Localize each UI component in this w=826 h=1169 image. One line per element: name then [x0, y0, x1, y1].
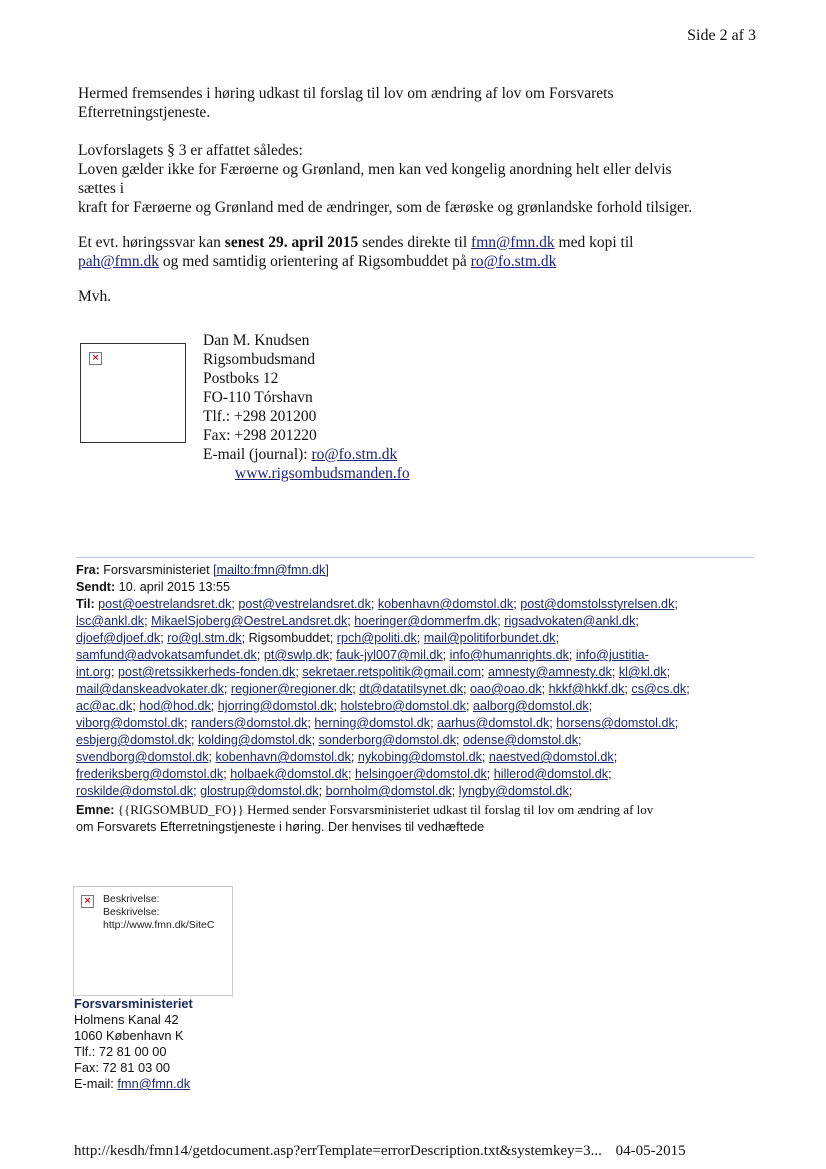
- signature-title: Rigsombudsmand: [203, 351, 315, 368]
- subject-line: Emne: {{RIGSOMBUD_FO}} Hermed sender Forsvarsministeriet udkast til forslag til lov om ændring af lov: [76, 802, 654, 817]
- recipient-email-link[interactable]: rpch@politi.dk: [336, 631, 417, 645]
- recipient-email-link[interactable]: sekretaer.retspolitik@gmail.com: [302, 665, 481, 679]
- recipient-email-link[interactable]: holbaek@domstol.dk: [230, 767, 348, 781]
- recipient-email-link[interactable]: post@retssikkerheds-fonden.dk: [118, 665, 296, 679]
- from-mailto-link[interactable]: [mailto:fmn@fmn.dk]: [213, 563, 329, 577]
- paragraph-line: kraft for Færøerne og Grønland med de ændringer, som de færøske og grønlandske forhold tilsiger.: [78, 199, 693, 216]
- recipients-line: frederiksberg@domstol.dk; holbaek@domstol.dk; helsingoer@domstol.dk; hillerod@domstol.dk;: [76, 767, 612, 781]
- ministry-name: Forsvarsministeriet: [74, 996, 193, 1011]
- logo-image-placeholder: [73, 886, 233, 997]
- recipients-line: roskilde@domstol.dk; glostrup@domstol.dk; bornholm@domstol.dk; lyngby@domstol.dk;: [76, 784, 573, 798]
- recipient-email-link[interactable]: nykobing@domstol.dk: [357, 750, 482, 764]
- signature-block: [203, 331, 410, 483]
- ministry-signature: [74, 995, 232, 1092]
- recipient-email-link[interactable]: horsens@domstol.dk: [556, 716, 675, 730]
- recipients-line: lsc@ankl.dk; MikaelSjoberg@OestreLandsret.dk; hoeringer@dommerfm.dk; rigsadvokaten@ankl.dk;: [76, 614, 639, 628]
- signature-phone: Tlf.: +298 201200: [203, 408, 317, 425]
- recipient-email-link[interactable]: naestved@domstol.dk: [488, 750, 614, 764]
- recipient-email-link[interactable]: info@justitia-: [575, 648, 649, 662]
- recipient-email-link[interactable]: frederiksberg@domstol.dk: [76, 767, 224, 781]
- recipient-email-link[interactable]: cs@cs.dk: [631, 682, 687, 696]
- signature-fax: Fax: +298 201220: [203, 427, 317, 444]
- recipient-email-link[interactable]: MikaelSjoberg@OestreLandsret.dk: [151, 614, 348, 628]
- recipients-line: esbjerg@domstol.dk; kolding@domstol.dk; sonderborg@domstol.dk; odense@domstol.dk;: [76, 733, 582, 747]
- recipient-email-link[interactable]: kl@kl.dk: [618, 665, 667, 679]
- ministry-email-link[interactable]: fmn@fmn.dk: [117, 1076, 191, 1091]
- footer: [74, 1142, 686, 1161]
- recipient-email-link[interactable]: mail@politiforbundet.dk: [423, 631, 556, 645]
- recipient-email-link[interactable]: info@humanrights.dk: [449, 648, 569, 662]
- recipient-email-link[interactable]: kobenhavn@domstol.dk: [215, 750, 351, 764]
- signature-image-placeholder: [80, 343, 186, 443]
- recipient-email-link[interactable]: post@domstolsstyrelsen.dk: [520, 597, 675, 611]
- recipients-line: samfund@advokatsamfundet.dk; pt@swlp.dk; fauk-jyl007@mil.dk; info@humanrights.dk; info@justitia-: [76, 648, 649, 662]
- forwarded-email-header: [76, 562, 766, 836]
- recipient-email-link[interactable]: bornholm@domstol.dk: [325, 784, 452, 798]
- recipient-email-link[interactable]: kobenhavn@domstol.dk: [377, 597, 514, 611]
- recipients-line: ac@ac.dk; hod@hod.dk; hjorring@domstol.dk; holstebro@domstol.dk; aalborg@domstol.dk;: [76, 699, 593, 713]
- from-line: Fra: Forsvarsministeriet [mailto:fmn@fmn.dk]: [76, 563, 329, 577]
- recipient-email-link[interactable]: djoef@djoef.dk: [76, 631, 161, 645]
- recipient-email-link[interactable]: holstebro@domstol.dk: [340, 699, 466, 713]
- email-link-fmn[interactable]: fmn@fmn.dk: [471, 234, 555, 251]
- recipient-email-link[interactable]: dt@datatilsynet.dk: [359, 682, 464, 696]
- sent-line: Sendt: 10. april 2015 13:55: [76, 580, 231, 594]
- recipients-line: djoef@djoef.dk; ro@gl.stm.dk; Rigsombuddet; rpch@politi.dk; mail@politiforbundet.dk;: [76, 631, 560, 645]
- recipient-email-link[interactable]: sonderborg@domstol.dk: [318, 733, 456, 747]
- recipient-email-link[interactable]: aarhus@domstol.dk: [437, 716, 550, 730]
- recipients-line: viborg@domstol.dk; randers@domstol.dk; herning@domstol.dk; aarhus@domstol.dk; horsens@domstol.dk;: [76, 716, 679, 730]
- recipients-line: mail@danskeadvokater.dk; regioner@regioner.dk; dt@datatilsynet.dk; oao@oao.dk; hkkf@hkkf.dk; cs@cs.dk;: [76, 682, 690, 696]
- recipient-email-link[interactable]: lsc@ankl.dk: [76, 614, 145, 628]
- recipients-list: [76, 596, 766, 800]
- paragraph-line: Lovforslagets § 3 er affattet således:: [78, 142, 303, 159]
- recipient-email-link[interactable]: lyngby@domstol.dk: [458, 784, 569, 798]
- page-number: Side 2 af 3: [687, 27, 756, 44]
- recipient-email-link[interactable]: herning@domstol.dk: [314, 716, 431, 730]
- recipient-email-link[interactable]: oao@oao.dk: [470, 682, 542, 696]
- recipient-email-link[interactable]: hkkf@hkkf.dk: [548, 682, 625, 696]
- recipient-email-link[interactable]: fauk-jyl007@mil.dk: [336, 648, 443, 662]
- recipient-email-link[interactable]: randers@domstol.dk: [190, 716, 308, 730]
- intro-paragraph: Hermed fremsendes i høring udkast til forslag til lov om ændring af lov om Forsvarets Efterretningstjeneste.: [78, 85, 614, 121]
- recipient-email-link[interactable]: pt@swlp.dk: [263, 648, 330, 662]
- closing: Mvh.: [78, 288, 112, 305]
- signature-address2: FO-110 Tórshavn: [203, 389, 313, 406]
- recipients-line: Til: post@oestrelandsret.dk; post@vestrelandsret.dk; kobenhavn@domstol.dk; post@domstolsstyrelsen.dk;: [76, 597, 678, 611]
- recipient-email-link[interactable]: esbjerg@domstol.dk: [76, 733, 191, 747]
- recipient-email-link[interactable]: hoeringer@dommerfm.dk: [354, 614, 498, 628]
- recipient-email-link[interactable]: rigsadvokaten@ankl.dk: [504, 614, 636, 628]
- footer-date: 04-05-2015: [615, 1143, 686, 1159]
- recipient-email-link[interactable]: odense@domstol.dk: [463, 733, 578, 747]
- letter-body: [78, 84, 758, 306]
- alt-text-line: Beskrivelse:: [103, 906, 160, 918]
- paragraph-line: Loven gælder ikke for Færøerne og Grønland, men kan ved kongelig anordning helt eller delvis: [78, 161, 672, 178]
- recipient-email-link[interactable]: ac@ac.dk: [76, 699, 133, 713]
- signature-name: Dan M. Knudsen: [203, 332, 310, 349]
- ministry-phone: Tlf.: 72 81 00 00: [74, 1044, 167, 1059]
- alt-text-url: http://www.fmn.dk/SiteC: [103, 919, 215, 931]
- subject-line-continued: om Forsvarets Efterretningstjeneste i høring. Der henvises til vedhæftede: [76, 820, 485, 834]
- email-link-pah[interactable]: pah@fmn.dk: [78, 253, 159, 270]
- ministry-address1: Holmens Kanal 42: [74, 1012, 179, 1027]
- email-link-ro[interactable]: ro@fo.stm.dk: [470, 253, 557, 270]
- recipient-email-link[interactable]: regioner@regioner.dk: [230, 682, 353, 696]
- broken-image-icon: ×: [81, 895, 94, 908]
- recipient-email-link[interactable]: viborg@domstol.dk: [76, 716, 184, 730]
- recipient-email-link[interactable]: svendborg@domstol.dk: [76, 750, 209, 764]
- email-separator: [76, 557, 754, 558]
- recipient-email-link[interactable]: hillerod@domstol.dk: [493, 767, 609, 781]
- recipient-email-link[interactable]: hjorring@domstol.dk: [217, 699, 334, 713]
- deadline-date: senest 29. april 2015: [224, 234, 359, 251]
- signature-email-link[interactable]: ro@fo.stm.dk: [311, 446, 398, 463]
- website-link[interactable]: www.rigsombudsmanden.fo: [235, 465, 410, 482]
- broken-image-icon: ×: [89, 352, 102, 365]
- alt-text-line: Beskrivelse:: [103, 893, 160, 905]
- recipient-email-link[interactable]: post@oestrelandsret.dk: [98, 597, 232, 611]
- recipient-email-link[interactable]: glostrup@domstol.dk: [200, 784, 319, 798]
- recipient-email-link[interactable]: aalborg@domstol.dk: [472, 699, 589, 713]
- recipient-email-link[interactable]: int.org: [76, 665, 112, 679]
- signature-address1: Postboks 12: [203, 370, 279, 387]
- recipient-email-link[interactable]: hod@hod.dk: [139, 699, 211, 713]
- ministry-email-line: E-mail: fmn@fmn.dk: [74, 1076, 191, 1091]
- signature-email-line: E-mail (journal): ro@fo.stm.dk: [203, 446, 398, 463]
- recipient-email-link[interactable]: roskilde@domstol.dk: [76, 784, 194, 798]
- recipient-email-link[interactable]: helsingoer@domstol.dk: [354, 767, 487, 781]
- recipient-email-link[interactable]: post@vestrelandsret.dk: [238, 597, 371, 611]
- recipients-line: svendborg@domstol.dk; kobenhavn@domstol.dk; nykobing@domstol.dk; naestved@domstol.dk;: [76, 750, 618, 764]
- recipient-email-link[interactable]: ro@gl.stm.dk: [167, 631, 242, 645]
- recipients-line: int.org; post@retssikkerheds-fonden.dk; sekretaer.retspolitik@gmail.com; amnesty@amnesty.dk; kl@kl.dk;: [76, 665, 671, 679]
- recipient-email-link[interactable]: amnesty@amnesty.dk: [487, 665, 612, 679]
- ministry-fax: Fax: 72 81 03 00: [74, 1060, 171, 1075]
- deadline-paragraph: Et evt. høringssvar kan senest 29. april 2015 sendes direkte til fmn@fmn.dk med kopi til pah@fmn.dk og med samtidig orientering af Rigsombuddet på ro@fo.stm.dk: [78, 234, 634, 270]
- ministry-address2: 1060 København K: [74, 1028, 184, 1043]
- recipient-email-link[interactable]: mail@danskeadvokater.dk: [76, 682, 224, 696]
- recipient-email-link[interactable]: kolding@domstol.dk: [198, 733, 312, 747]
- recipient-email-link[interactable]: samfund@advokatsamfundet.dk: [76, 648, 257, 662]
- recipient-name: Rigsombuddet: [248, 631, 330, 645]
- paragraph-line: sættes i: [78, 180, 125, 197]
- footer-url: http://kesdh/fmn14/getdocument.asp?errTemplate=errorDescription.txt&systemkey=3...: [74, 1143, 602, 1159]
